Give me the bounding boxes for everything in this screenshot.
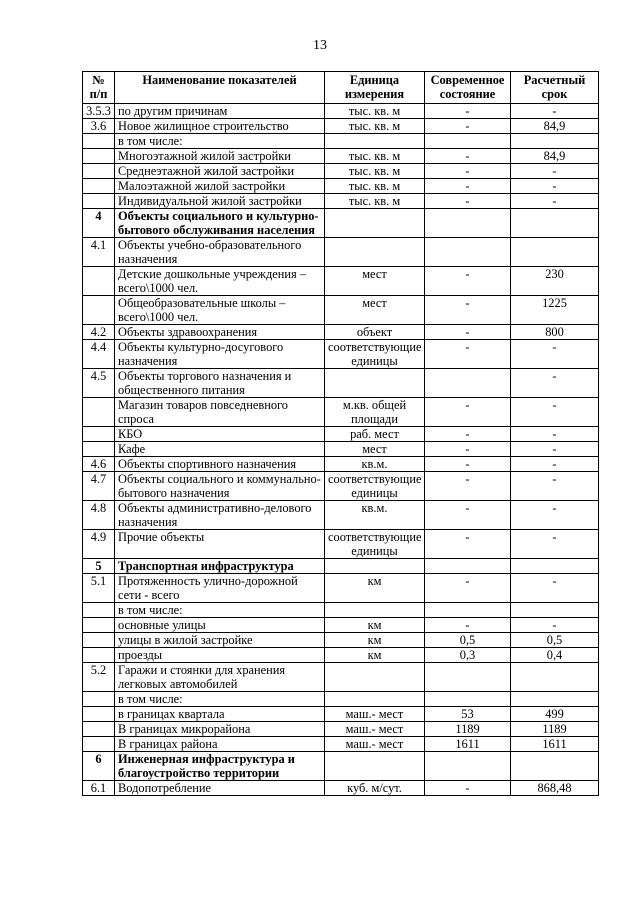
row-target-cell	[511, 209, 599, 238]
row-target-cell: -	[511, 164, 599, 179]
row-unit-cell: тыс. кв. м	[325, 164, 425, 179]
row-unit-cell: тыс. кв. м	[325, 104, 425, 119]
table-row	[83, 501, 599, 530]
row-name-cell: В границах микрорайона	[115, 722, 325, 737]
row-unit-cell: мест	[325, 267, 425, 296]
row-num-cell	[83, 618, 115, 633]
row-name-cell: Среднеэтажной жилой застройки	[115, 164, 325, 179]
row-num-cell	[83, 194, 115, 209]
row-unit-cell: тыс. кв. м	[325, 119, 425, 134]
row-target-cell: 499	[511, 707, 599, 722]
row-name-cell: Общеобразовательные школы – всего\1000 чел.	[115, 296, 325, 325]
table-row	[83, 398, 599, 427]
row-unit-cell	[325, 603, 425, 618]
row-target-cell	[511, 663, 599, 692]
row-unit-cell: км	[325, 648, 425, 663]
row-num-cell: 4	[83, 209, 115, 238]
row-num-cell	[83, 149, 115, 164]
table-row	[83, 442, 599, 457]
row-unit-cell	[325, 209, 425, 238]
row-current-cell: 0,5	[425, 633, 511, 648]
row-unit-cell: м.кв. общей площади	[325, 398, 425, 427]
row-target-cell: 868,48	[511, 781, 599, 796]
table-row	[83, 457, 599, 472]
row-unit-cell	[325, 692, 425, 707]
header-target: Расчетный срок	[511, 72, 599, 104]
row-target-cell: -	[511, 574, 599, 603]
table-row	[83, 530, 599, 559]
row-num-cell: 4.2	[83, 325, 115, 340]
row-target-cell: -	[511, 530, 599, 559]
row-num-cell	[83, 707, 115, 722]
row-current-cell: -	[425, 501, 511, 530]
row-name-cell: Новое жилищное строительство	[115, 119, 325, 134]
row-target-cell: -	[511, 457, 599, 472]
header-name: Наименование показателей	[115, 72, 325, 104]
row-name-cell: Транспортная инфраструктура	[115, 559, 325, 574]
header-current: Современное состояние	[425, 72, 511, 104]
row-name-cell: проезды	[115, 648, 325, 663]
row-num-cell	[83, 134, 115, 149]
table-row	[83, 574, 599, 603]
table-row	[83, 104, 599, 119]
row-target-cell: 1189	[511, 722, 599, 737]
row-target-cell: 800	[511, 325, 599, 340]
row-num-cell	[83, 442, 115, 457]
row-name-cell: Протяженность улично-дорожной сети - всего	[115, 574, 325, 603]
row-current-cell: -	[425, 427, 511, 442]
row-name-cell: Объекты учебно-образовательного назначения	[115, 238, 325, 267]
row-target-cell: -	[511, 340, 599, 369]
row-current-cell: -	[425, 325, 511, 340]
row-name-cell: Индивидуальной жилой застройки	[115, 194, 325, 209]
row-current-cell	[425, 559, 511, 574]
row-current-cell: -	[425, 194, 511, 209]
row-name-cell: Объекты административно-делового назначения	[115, 501, 325, 530]
row-target-cell: 84,9	[511, 149, 599, 164]
row-name-cell: Объекты культурно-досугового назначения	[115, 340, 325, 369]
row-num-cell: 5.2	[83, 663, 115, 692]
table-row	[83, 340, 599, 369]
table-row	[83, 238, 599, 267]
table-row	[83, 149, 599, 164]
row-name-cell: Водопотребление	[115, 781, 325, 796]
row-num-cell: 3.6	[83, 119, 115, 134]
row-unit-cell: объект	[325, 325, 425, 340]
row-num-cell: 3.5.3	[83, 104, 115, 119]
row-unit-cell: маш.- мест	[325, 722, 425, 737]
row-target-cell	[511, 692, 599, 707]
row-target-cell: -	[511, 501, 599, 530]
row-unit-cell	[325, 559, 425, 574]
row-current-cell: -	[425, 267, 511, 296]
table-row	[83, 194, 599, 209]
row-unit-cell: маш.- мест	[325, 737, 425, 752]
row-unit-cell: кв.м.	[325, 457, 425, 472]
row-num-cell	[83, 267, 115, 296]
row-num-cell: 4.9	[83, 530, 115, 559]
row-target-cell: 1225	[511, 296, 599, 325]
table-row	[83, 209, 599, 238]
row-num-cell	[83, 398, 115, 427]
row-target-cell	[511, 134, 599, 149]
table-header-row	[83, 72, 599, 104]
row-current-cell: -	[425, 119, 511, 134]
row-current-cell: -	[425, 164, 511, 179]
row-name-cell: в том числе:	[115, 603, 325, 618]
row-current-cell: 0,3	[425, 648, 511, 663]
row-unit-cell: куб. м/сут.	[325, 781, 425, 796]
row-num-cell: 4.8	[83, 501, 115, 530]
row-unit-cell: км	[325, 574, 425, 603]
table-row	[83, 781, 599, 796]
row-unit-cell: маш.- мест	[325, 707, 425, 722]
table-row	[83, 663, 599, 692]
row-current-cell	[425, 209, 511, 238]
table-row	[83, 633, 599, 648]
header-unit: Единица измерения	[325, 72, 425, 104]
row-unit-cell: тыс. кв. м	[325, 194, 425, 209]
row-num-cell	[83, 648, 115, 663]
row-num-cell: 6.1	[83, 781, 115, 796]
row-current-cell: -	[425, 472, 511, 501]
row-target-cell: 0,4	[511, 648, 599, 663]
row-current-cell: -	[425, 530, 511, 559]
row-unit-cell: км	[325, 633, 425, 648]
row-num-cell	[83, 737, 115, 752]
table-row	[83, 752, 599, 781]
row-name-cell: основные улицы	[115, 618, 325, 633]
row-current-cell: -	[425, 340, 511, 369]
row-name-cell: Магазин товаров повседневного спроса	[115, 398, 325, 427]
row-target-cell: -	[511, 442, 599, 457]
row-name-cell: В границах района	[115, 737, 325, 752]
row-name-cell: Объекты торгового назначения и общественного питания	[115, 369, 325, 398]
row-current-cell	[425, 663, 511, 692]
row-current-cell: -	[425, 398, 511, 427]
table-row	[83, 692, 599, 707]
row-target-cell	[511, 752, 599, 781]
table-row	[83, 427, 599, 442]
row-target-cell: 0,5	[511, 633, 599, 648]
row-unit-cell: соответствующие единицы	[325, 472, 425, 501]
row-current-cell	[425, 134, 511, 149]
row-unit-cell	[325, 238, 425, 267]
row-current-cell: 1189	[425, 722, 511, 737]
row-current-cell	[425, 238, 511, 267]
table-row	[83, 472, 599, 501]
row-unit-cell: соответствующие единицы	[325, 530, 425, 559]
row-name-cell: в границах квартала	[115, 707, 325, 722]
row-current-cell: -	[425, 442, 511, 457]
row-current-cell: 53	[425, 707, 511, 722]
row-num-cell: 4.5	[83, 369, 115, 398]
row-unit-cell	[325, 663, 425, 692]
row-current-cell: -	[425, 618, 511, 633]
row-current-cell: -	[425, 574, 511, 603]
row-unit-cell: соответствующие единицы	[325, 340, 425, 369]
row-target-cell: -	[511, 427, 599, 442]
row-name-cell: Гаражи и стоянки для хранения легковых автомобилей	[115, 663, 325, 692]
row-num-cell: 5.1	[83, 574, 115, 603]
row-name-cell: улицы в жилой застройке	[115, 633, 325, 648]
row-num-cell	[83, 603, 115, 618]
row-num-cell	[83, 692, 115, 707]
row-target-cell	[511, 603, 599, 618]
table-row	[83, 369, 599, 398]
row-unit-cell: мест	[325, 296, 425, 325]
row-unit-cell: мест	[325, 442, 425, 457]
row-current-cell	[425, 692, 511, 707]
table-row	[83, 164, 599, 179]
row-target-cell: 84,9	[511, 119, 599, 134]
row-unit-cell: тыс. кв. м	[325, 179, 425, 194]
row-current-cell	[425, 752, 511, 781]
row-target-cell: -	[511, 104, 599, 119]
row-unit-cell: кв.м.	[325, 501, 425, 530]
row-unit-cell: тыс. кв. м	[325, 149, 425, 164]
row-target-cell: -	[511, 179, 599, 194]
row-name-cell: Объекты здравоохранения	[115, 325, 325, 340]
row-name-cell: Многоэтажной жилой застройки	[115, 149, 325, 164]
row-num-cell	[83, 164, 115, 179]
row-name-cell: Инженерная инфраструктура и благоустройство территории	[115, 752, 325, 781]
row-current-cell	[425, 603, 511, 618]
table-body	[83, 104, 599, 796]
indicators-table	[82, 71, 599, 796]
row-name-cell: Объекты социального и коммунально-бытового назначения	[115, 472, 325, 501]
table-row	[83, 707, 599, 722]
table-row	[83, 618, 599, 633]
row-target-cell: -	[511, 618, 599, 633]
row-name-cell: Малоэтажной жилой застройки	[115, 179, 325, 194]
row-num-cell: 4.4	[83, 340, 115, 369]
row-name-cell: Прочие объекты	[115, 530, 325, 559]
row-target-cell: -	[511, 194, 599, 209]
row-num-cell: 5	[83, 559, 115, 574]
row-num-cell	[83, 179, 115, 194]
row-target-cell	[511, 238, 599, 267]
table-row	[83, 325, 599, 340]
row-current-cell: -	[425, 781, 511, 796]
table-row	[83, 722, 599, 737]
row-target-cell: -	[511, 472, 599, 501]
row-name-cell: КБО	[115, 427, 325, 442]
row-num-cell: 4.1	[83, 238, 115, 267]
row-name-cell: по другим причинам	[115, 104, 325, 119]
row-num-cell	[83, 427, 115, 442]
table-row	[83, 296, 599, 325]
row-name-cell: Объекты социального и культурно-бытового обслуживания населения	[115, 209, 325, 238]
row-current-cell: -	[425, 179, 511, 194]
row-current-cell: -	[425, 149, 511, 164]
row-num-cell: 6	[83, 752, 115, 781]
row-unit-cell	[325, 752, 425, 781]
row-unit-cell: км	[325, 618, 425, 633]
table-row	[83, 267, 599, 296]
table-row	[83, 559, 599, 574]
row-current-cell: 1611	[425, 737, 511, 752]
row-target-cell: -	[511, 369, 599, 398]
row-name-cell: в том числе:	[115, 692, 325, 707]
header-num: № п/п	[83, 72, 115, 104]
row-unit-cell	[325, 369, 425, 398]
row-num-cell	[83, 296, 115, 325]
row-current-cell	[425, 369, 511, 398]
row-unit-cell: раб. мест	[325, 427, 425, 442]
row-current-cell: -	[425, 296, 511, 325]
row-num-cell: 4.7	[83, 472, 115, 501]
row-target-cell	[511, 559, 599, 574]
table-row	[83, 179, 599, 194]
row-target-cell: 1611	[511, 737, 599, 752]
row-target-cell: -	[511, 398, 599, 427]
row-current-cell: -	[425, 104, 511, 119]
table-row	[83, 119, 599, 134]
row-num-cell: 4.6	[83, 457, 115, 472]
row-target-cell: 230	[511, 267, 599, 296]
row-name-cell: Кафе	[115, 442, 325, 457]
row-name-cell: Объекты спортивного назначения	[115, 457, 325, 472]
page-number: 13	[313, 38, 327, 53]
row-num-cell	[83, 722, 115, 737]
row-current-cell: -	[425, 457, 511, 472]
table-row	[83, 603, 599, 618]
row-unit-cell	[325, 134, 425, 149]
table-row	[83, 648, 599, 663]
row-num-cell	[83, 633, 115, 648]
row-name-cell: Детские дошкольные учреждения – всего\1000 чел.	[115, 267, 325, 296]
table-row	[83, 737, 599, 752]
row-name-cell: в том числе:	[115, 134, 325, 149]
table-row	[83, 134, 599, 149]
